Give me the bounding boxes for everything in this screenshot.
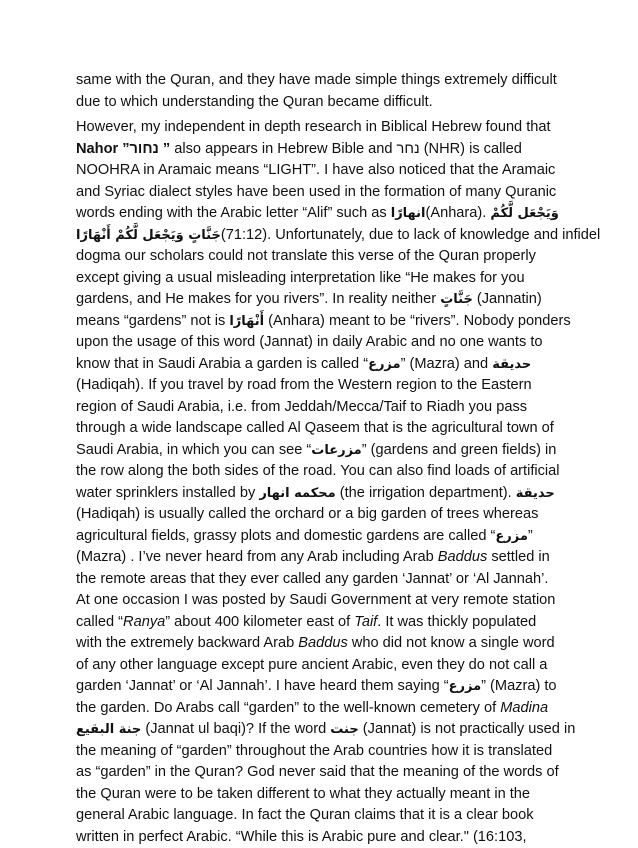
arabic-term: انهارًا (391, 206, 426, 221)
text-run: (Hadiqah). If you travel by road from the Western region to the Eastern (76, 377, 532, 393)
text-run: (Anhara) meant to be “rivers”. Nobody ponders (264, 313, 571, 329)
text-line (76, 483, 576, 505)
text-line (76, 655, 576, 677)
text-run: know that in Saudi Arabia a garden is called “ (76, 356, 368, 372)
text-line (76, 569, 576, 591)
text-run: (Jannatin) (473, 291, 542, 307)
arabic-term: جَنَّاتٍ (440, 292, 473, 307)
arabic-term: مزرع (495, 529, 528, 544)
text-run: upon the usage of this word (Jannat) in daily Arabic and no one wants to (76, 334, 543, 350)
italic-term: Baddus (298, 635, 348, 651)
text-run: the garden. Do Arabs call “garden” to the well-known cemetery of (76, 700, 500, 716)
text-line (76, 139, 576, 161)
text-run: region of Saudi Arabia, i.e. from Jeddah/Mecca/Taif to Riadh you pass (76, 399, 527, 415)
nahor-term: Nahor ”נחור ” (76, 141, 170, 157)
text-line (76, 590, 576, 612)
text-run: except giving a usual misleading interpretation like “He makes for you (76, 270, 525, 286)
text-line (76, 182, 576, 204)
text-run: general Arabic language. In fact the Quran claims that it is a clear book (76, 807, 534, 823)
text-line (76, 612, 576, 634)
text-run: (Anhara). (425, 205, 490, 221)
text-run: who did not know a single word (348, 635, 555, 651)
text-line (76, 375, 576, 397)
text-line (76, 268, 576, 290)
text-line (76, 805, 576, 827)
text-run: water sprinklers installed by (76, 485, 259, 501)
text-run: ” (Mazra) and (401, 356, 493, 372)
text-run: ” (Mazra) to (481, 678, 556, 694)
body-text (76, 70, 576, 848)
text-line (76, 827, 576, 848)
arabic-verse: جَنَّاتٍ وَيَجْعَل لَّكُمْ أَنْهَارًا (76, 228, 221, 243)
text-run: (the irrigation department). (336, 485, 516, 501)
text-line (76, 332, 576, 354)
text-run: ” (gardens and green fields) in (362, 442, 557, 458)
text-run: (Jannat) is not practically used in (359, 721, 576, 737)
text-run: settled in (487, 549, 549, 565)
arabic-term: جنة البقيع (76, 722, 141, 737)
text-line (76, 784, 576, 806)
text-line: due to which understanding the Quran became difficult. (76, 92, 576, 114)
text-line (76, 547, 576, 569)
text-line (76, 633, 576, 655)
text-line (76, 354, 576, 376)
arabic-term: مزرع (449, 679, 482, 694)
text-run: agricultural fields, grassy plots and domestic gardens are called “ (76, 528, 495, 544)
text-run: ” about 400 kilometer east of (165, 614, 354, 630)
arabic-verse: وَيَجْعَل لَّكُمْ (490, 206, 558, 221)
text-line (76, 117, 576, 139)
text-line (76, 461, 576, 483)
arabic-term: محكمه انهار (259, 486, 335, 501)
text-line (76, 418, 576, 440)
text-run: of any other language except pure ancient Arabic, even they do not call a (76, 657, 547, 673)
text-run: also appears in Hebrew Bible and נחר (NHR) is called (170, 141, 522, 157)
text-line (76, 246, 576, 268)
text-run: ” (528, 528, 533, 544)
text-line (76, 698, 576, 720)
text-line (76, 440, 576, 462)
text-line (76, 526, 576, 548)
text-run: gardens, and He makes for you rivers”. In reality neither (76, 291, 440, 307)
text-line: same with the Quran, and they have made simple things extremely difficult (76, 70, 576, 92)
text-run: (Jannat ul baqi)? If the word (141, 721, 330, 737)
paragraph-1 (76, 70, 576, 113)
italic-term: Taif (354, 614, 377, 630)
text-run: means “gardens” not is (76, 313, 229, 329)
text-run: (Mazra) . I’ve never heard from any Arab including Arab (76, 549, 438, 565)
text-line (76, 311, 576, 333)
text-line (76, 397, 576, 419)
text-line (76, 741, 576, 763)
text-run: through a wide landscape called Al Qaseem that is the agricultural town of (76, 420, 554, 436)
text-run: . It was thickly populated (377, 614, 536, 630)
text-run: and Syriac dialect styles have been used in the formation of many Quranic (76, 184, 556, 200)
text-run: (71:12). Unfortunately, due to lack of knowledge and infidel (221, 227, 600, 243)
text-run: the remote areas that they ever called any garden ‘Jannat’ or ‘Al Jannah’. (76, 571, 548, 587)
text-run: garden ‘Jannat’ or ‘Al Jannah’. I have heard them saying “ (76, 678, 449, 694)
text-run: words ending with the Arabic letter “Alif” such as (76, 205, 391, 221)
arabic-term: مزرعات (311, 443, 361, 458)
arabic-term: حديقة (516, 486, 555, 501)
arabic-term: حديقة (492, 357, 531, 372)
paragraph-2 (76, 117, 576, 848)
text-line (76, 225, 576, 247)
text-line (76, 676, 576, 698)
text-run: Saudi Arabia, in which you can see “ (76, 442, 311, 458)
text-line (76, 203, 576, 225)
text-line (76, 160, 576, 182)
text-run: dogma our scholars could not translate this verse of the Quran properly (76, 248, 536, 264)
text-run: NOOHRA in Aramaic means “LIGHT”. I have also noticed that the Aramaic (76, 162, 555, 178)
text-run: At one occasion I was posted by Saudi Government at very remote station (76, 592, 555, 608)
arabic-term: جنت (330, 722, 358, 737)
text-run: called “ (76, 614, 123, 630)
text-run: the row along the both sides of the road. You can also find loads of artificial (76, 463, 560, 479)
text-run: the Quran were to be taken different to what they actually meant in the (76, 786, 530, 802)
italic-term: Madina (500, 700, 548, 716)
italic-term: Ranya (123, 614, 165, 630)
text-run: (Hadiqah) is usually called the orchard or a big garden of trees whereas (76, 506, 538, 522)
text-run: However, my independent in depth research in Biblical Hebrew found that (76, 119, 551, 135)
text-line (76, 719, 576, 741)
arabic-term: مزرع (368, 357, 401, 372)
text-line (76, 762, 576, 784)
text-run: written in perfect Arabic. “While this is Arabic pure and clear." (16:103, (76, 829, 527, 845)
arabic-term: أَنْهَارًا (229, 314, 264, 329)
text-run: as “garden” in the Quran? God never said that the meaning of the words of (76, 764, 559, 780)
italic-term: Baddus (438, 549, 488, 565)
text-line (76, 504, 576, 526)
text-run: the meaning of “garden” throughout the Arab countries how it is translated (76, 743, 552, 759)
text-run: with the extremely backward Arab (76, 635, 298, 651)
text-line (76, 289, 576, 311)
